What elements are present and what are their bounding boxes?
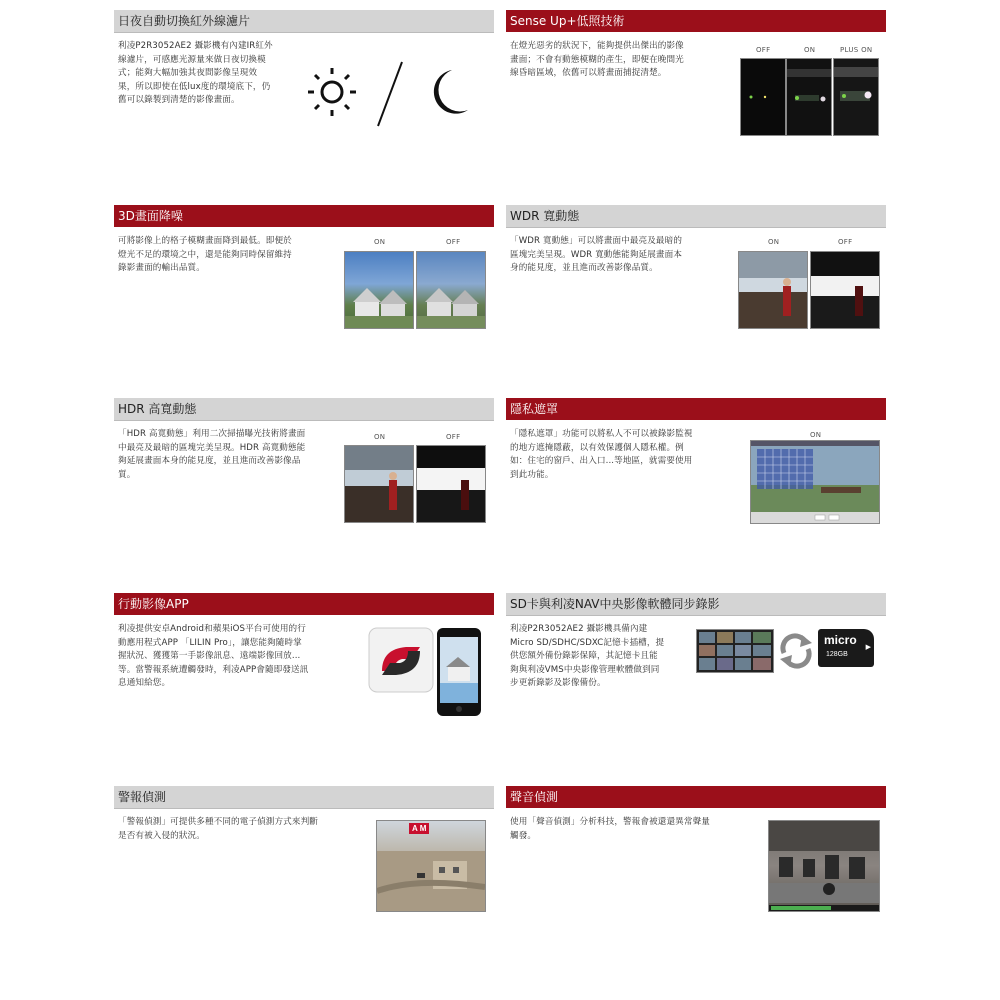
night-photo-on (786, 58, 832, 136)
label-plus-on: PLUS ON (840, 46, 873, 54)
section-title: 日夜自動切換紅外線濾片 (114, 10, 494, 33)
alarm-badge: A M (409, 823, 429, 834)
night-photo-off (740, 58, 786, 136)
label-on: ON (804, 46, 816, 54)
section-ir-filter (114, 10, 494, 180)
label-on: ON (768, 238, 780, 246)
label-off: OFF (446, 433, 461, 441)
section-audio-detection (506, 786, 886, 956)
sun-moon-icon (302, 52, 482, 132)
section-hdr (114, 398, 494, 568)
label-off: OFF (756, 46, 771, 54)
section-description: 利凌P2R3052AE2 攝影機具備內建 Micro SD/SDHC/SDXC記憶卡插槽，提 供您額外備份錄影保障，其記憶卡且能 夠與利凌VMS中央影像管理軟體做到同 步更新錄影及影像備份。 (510, 624, 665, 688)
section-sense-up (506, 10, 886, 180)
label-on: ON (810, 431, 822, 439)
label-on: ON (374, 433, 386, 441)
room-photo-on (344, 445, 414, 523)
section-3d-dnr (114, 205, 494, 375)
label-off: OFF (838, 238, 853, 246)
section-title: 3D畫面降噪 (114, 205, 494, 227)
micro-sd-card (818, 629, 874, 667)
night-photo-plus-on (833, 58, 879, 136)
section-alarm-detection (114, 786, 494, 956)
section-title: 聲音偵測 (506, 786, 886, 808)
section-sd-card (506, 593, 886, 763)
section-title: HDR 高寬動態 (114, 398, 494, 421)
section-description: 「警報偵測」可提供多種不同的電子偵測方式來判斷 是否有被入侵的狀況。 (118, 817, 318, 841)
section-description: 可將影像上的格子模糊畫面降到最低。即便於 燈光不足的環境之中，還是能夠同時保留維持 錄影畫面的輸出品質。 (118, 236, 292, 273)
sun-icon (308, 68, 356, 116)
section-mobile-app (114, 593, 494, 763)
lilin-app-icon (368, 627, 434, 693)
section-description: 「WDR 寬動態」可以將畫面中最亮及最暗的 區塊完美呈現。WDR 寬動態能夠延展畫面本 身的能見度，並且進而改善影像品質。 (510, 236, 683, 273)
label-off: OFF (446, 238, 461, 246)
section-privacy-mask (506, 398, 886, 568)
sd-card-size: 128GB (826, 651, 848, 658)
gym-scene-photo (768, 820, 880, 912)
divider-slash (378, 62, 402, 126)
section-title: 行動影像APP (114, 593, 494, 615)
section-description: 利凌提供安卓Android和蘋果iOS平台可使用的行 動應用程式APP 「LILIN Pro」，讓您能夠隨時掌 握狀況、獲獲第一手影像訊息、遠端影像回放... 等。當警報系統遭觸發時，利凌APP會隨即發送訊 息通知給您。 (118, 624, 309, 688)
moon-icon (434, 70, 468, 114)
section-description: 「隱私遮罩」功能可以將私人不可以被錄影監視 的地方遮掩隱蔽，以有效保護個人隱私權。例 如：住宅的窗戶、出入口...等地區，就需要使用 到此功能。 (510, 429, 693, 480)
section-description: 「HDR 高寬動態」利用二次掃描曝光技術將畫面 中最亮及最暗的區塊完美呈現。HDR 高寬動態能 夠延展畫面本身的能見度，並且進而改善影像品 質。 (118, 429, 306, 480)
section-title: Sense Up+低照技術 (506, 10, 886, 32)
room-photo-off (810, 251, 880, 329)
section-description: 利凌P2R3052AE2 攝影機有內建IR紅外 線濾片，可感應光源量來做日夜切換模 式；能夠大幅加強其夜間影像呈現效 果，所以即使在低lux度的環境底下，仍 舊可以錄製到清楚的影像畫面。 (118, 41, 273, 105)
room-photo-on (738, 251, 808, 329)
section-title: 隱私遮罩 (506, 398, 886, 420)
house-photo-off (416, 251, 486, 329)
smartphone-icon (436, 627, 482, 717)
label-on: ON (374, 238, 386, 246)
section-title: WDR 寬動態 (506, 205, 886, 228)
vms-grid-screenshot (696, 629, 774, 673)
section-title: 警報偵測 (114, 786, 494, 809)
section-title: SD卡與利凌NAV中央影像軟體同步錄影 (506, 593, 886, 616)
section-description: 在燈光惡劣的狀況下，能夠提供出傑出的影像 畫面；不會有動態模糊的產生，即便在晚間光 線昏暗區域，依舊可以將畫面捕捉清楚。 (510, 41, 684, 78)
alarm-scene-photo (376, 820, 486, 912)
sd-card-brand: micro (824, 633, 857, 647)
house-photo-on (344, 251, 414, 329)
room-photo-off (416, 445, 486, 523)
privacy-mask-screenshot (750, 440, 880, 524)
section-description: 使用「聲音偵測」分析科技，警報會被還還異常聲量 觸發。 (510, 817, 710, 841)
section-wdr (506, 205, 886, 375)
sync-icon (776, 631, 816, 671)
chevron-right-icon: ▶ (865, 643, 871, 651)
